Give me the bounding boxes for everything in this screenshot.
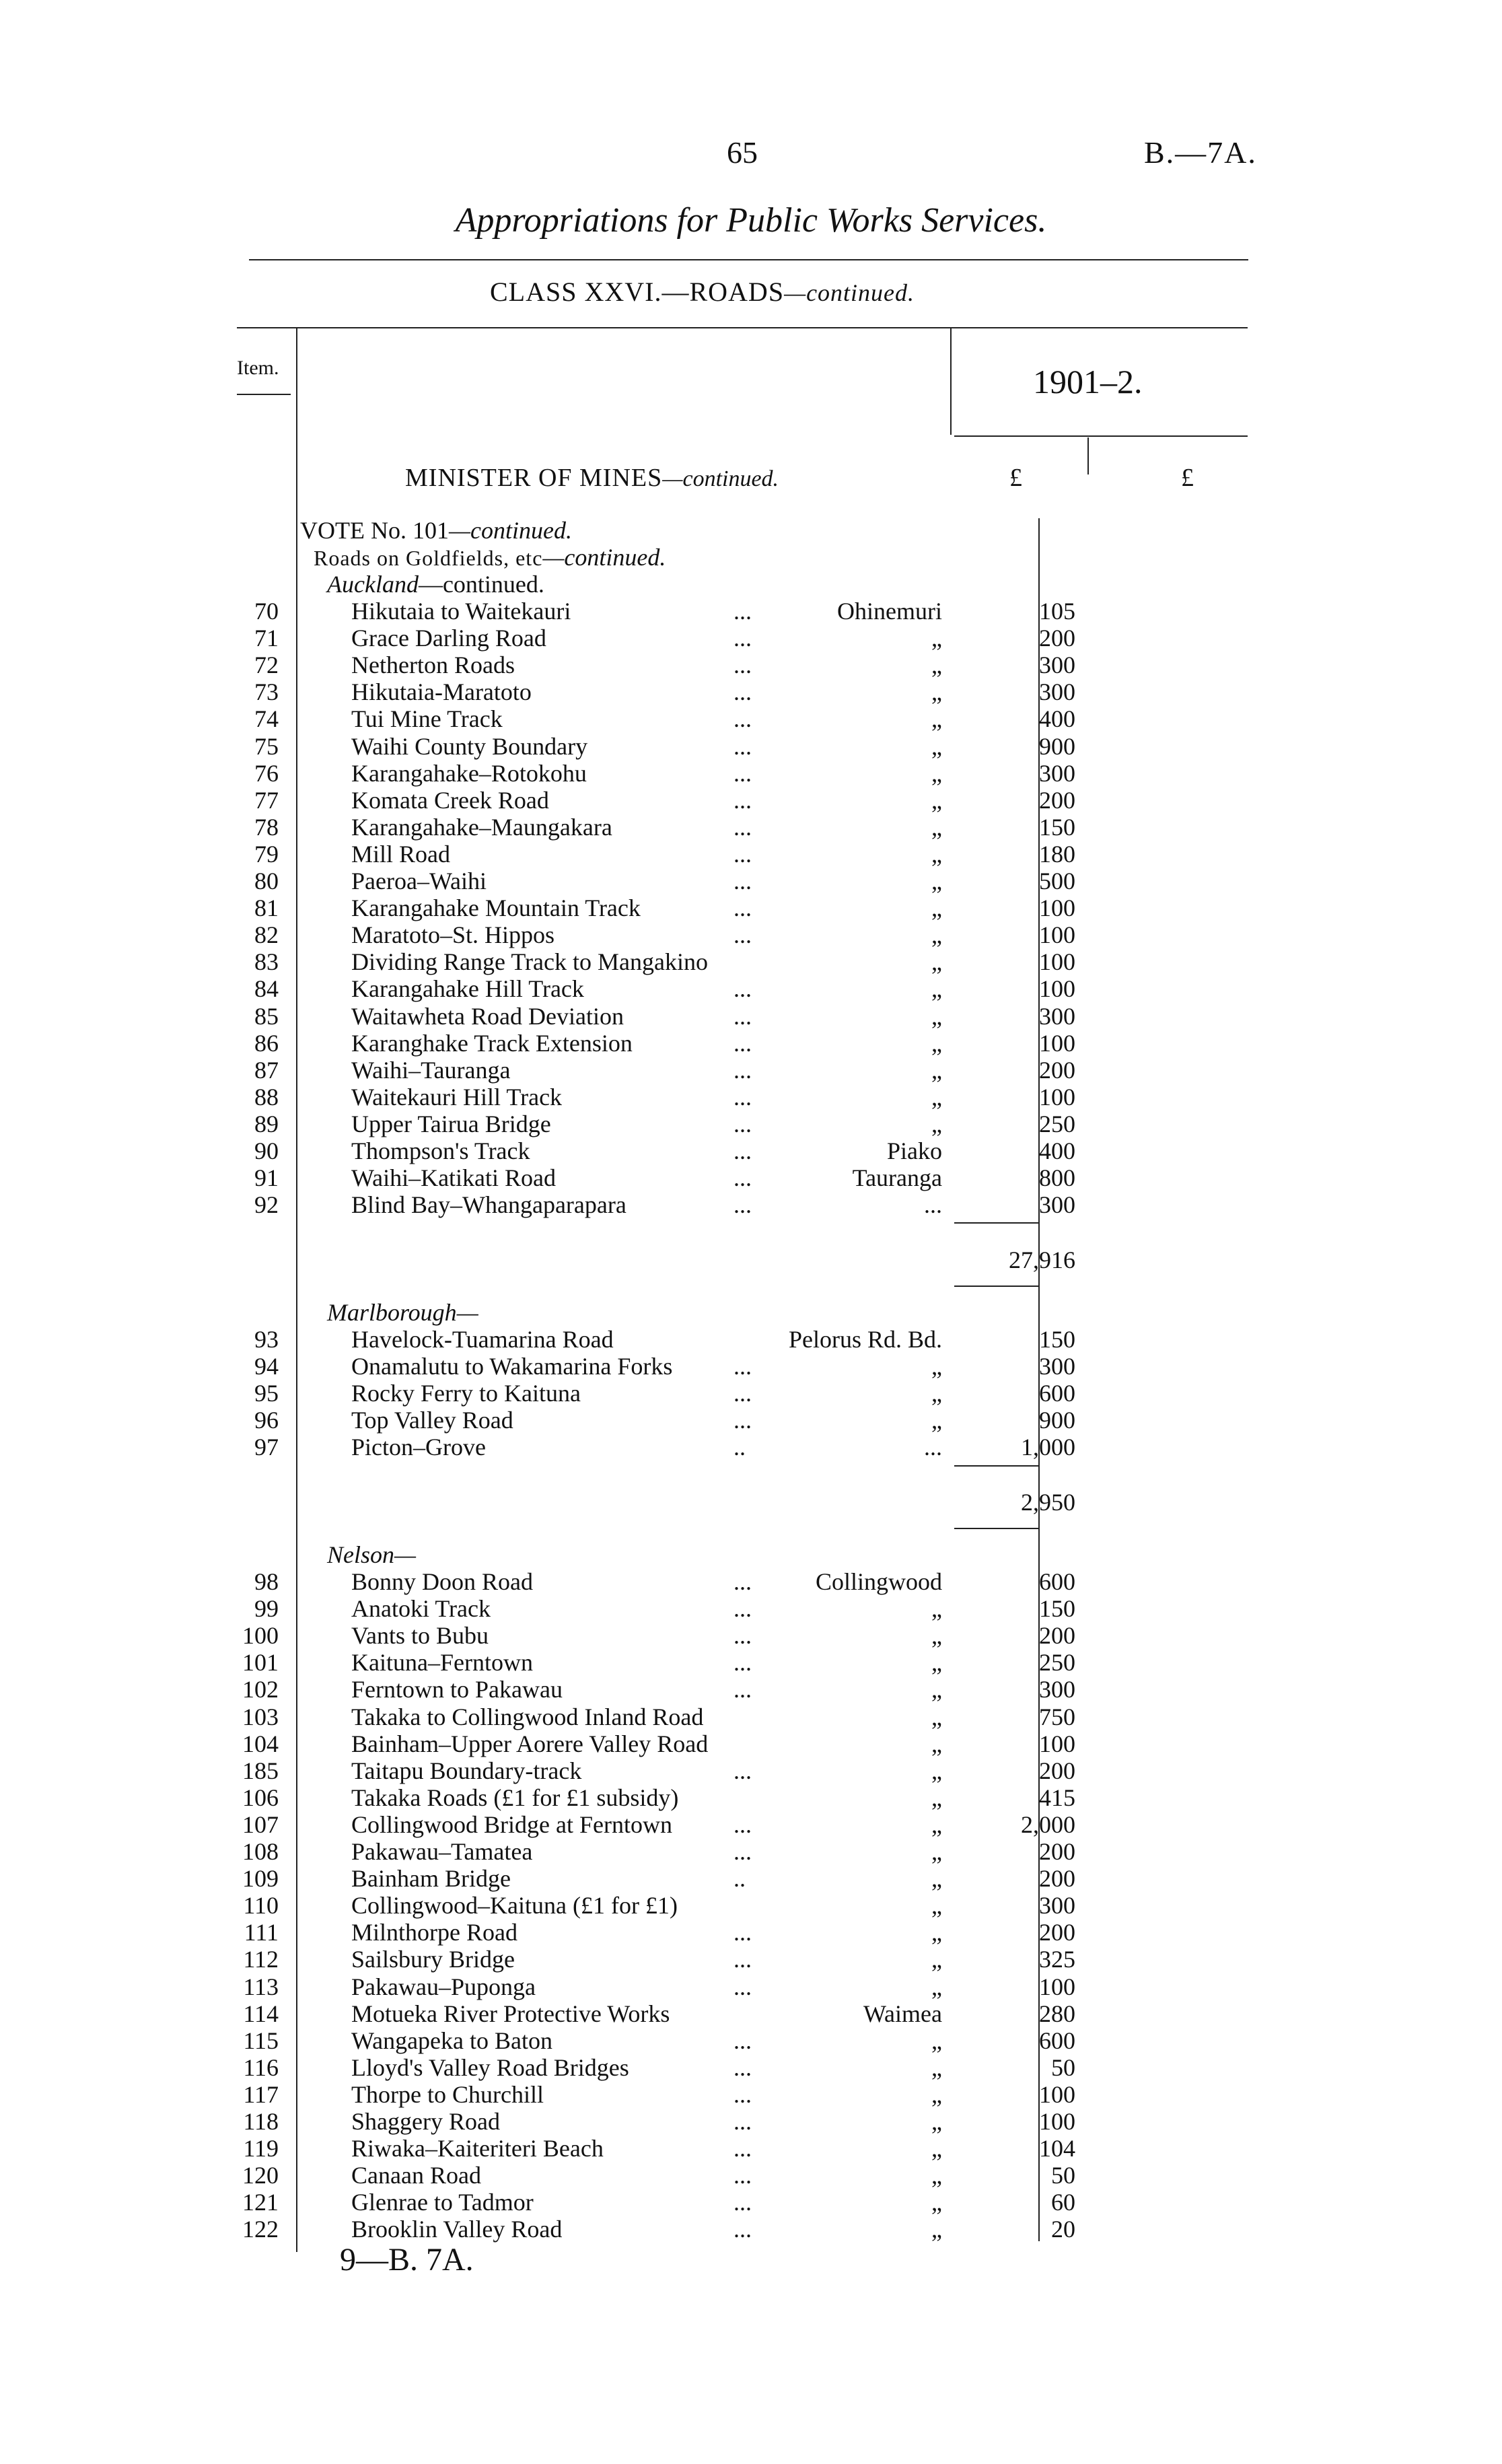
amount: 50 — [1051, 2162, 1075, 2189]
amount: 100 — [1039, 921, 1075, 949]
county-name: „ — [931, 678, 942, 706]
leader-dots: ... — [734, 813, 752, 841]
leader-dots: ... — [734, 2108, 752, 2135]
road-name: Hikutaia-Maratoto — [351, 678, 532, 706]
item-number: 75 — [254, 732, 279, 760]
item-number: 100 — [242, 1622, 279, 1650]
leader-dots: ... — [734, 652, 752, 679]
item-number: 90 — [254, 1137, 279, 1164]
county-name: „ — [931, 868, 942, 894]
item-number: 85 — [254, 1002, 279, 1030]
road-name: Hikutaia to Waitekauri — [351, 598, 571, 625]
county-name: „ — [931, 1676, 942, 1703]
class-heading: CLASS XXVI.—ROADS—continued. — [490, 277, 915, 307]
road-name: Tui Mine Track — [351, 705, 503, 733]
county-name: „ — [931, 2027, 942, 2054]
road-name: Vants to Bubu — [351, 1622, 489, 1650]
county-name: „ — [931, 732, 942, 760]
currency-symbol-1: £ — [1009, 464, 1022, 492]
road-name: Pakawau–Tamatea — [351, 1838, 533, 1865]
leader-dots: ... — [734, 598, 752, 625]
amount: 200 — [1039, 786, 1075, 814]
amount: 100 — [1039, 2080, 1075, 2108]
amount: 200 — [1039, 1919, 1075, 1946]
amount: 200 — [1039, 1757, 1075, 1784]
amount: 300 — [1039, 1353, 1075, 1380]
county-name: „ — [931, 2162, 942, 2189]
item-number: 115 — [243, 2027, 279, 2054]
leader-dots: ... — [734, 1757, 752, 1784]
county-name: Collingwood — [815, 1568, 942, 1595]
item-number: 89 — [254, 1110, 279, 1137]
amount: 150 — [1039, 813, 1075, 841]
leader-dots: ... — [734, 1002, 752, 1030]
section-heading-label: Auckland — [327, 571, 419, 598]
road-name: Canaan Road — [351, 2162, 481, 2189]
amount: 60 — [1051, 2189, 1075, 2216]
county-name: Waimea — [863, 2000, 942, 2027]
table-top-rule — [237, 327, 1248, 328]
county-name: „ — [931, 1110, 942, 1137]
amount: 100 — [1039, 975, 1075, 1003]
amount: 200 — [1039, 1838, 1075, 1865]
item-number: 104 — [242, 1730, 279, 1757]
leader-dots: ... — [734, 1164, 752, 1192]
leader-dots: ... — [734, 1810, 752, 1838]
county-name: „ — [931, 652, 942, 679]
item-number: 103 — [242, 1703, 279, 1730]
road-name: Milnthorpe Road — [351, 1919, 517, 1946]
year-header-rule — [954, 435, 1248, 437]
amount: 900 — [1039, 732, 1075, 760]
amount: 400 — [1039, 705, 1075, 733]
amount: 100 — [1039, 1973, 1075, 2000]
county-name: „ — [931, 1865, 942, 1893]
item-number: 93 — [254, 1326, 279, 1353]
amount: 800 — [1039, 1164, 1075, 1192]
item-number: 106 — [242, 1784, 279, 1811]
road-name: Waihi–Katikati Road — [351, 1164, 557, 1192]
section-total: 2,950 — [1021, 1489, 1075, 1516]
county-name: Pelorus Rd. Bd. — [788, 1326, 942, 1353]
leader-dots: ... — [734, 2135, 752, 2162]
road-name: Waitawheta Road Deviation — [351, 1002, 624, 1030]
item-number: 80 — [254, 868, 279, 894]
leader-dots: ... — [734, 705, 752, 733]
item-number: 74 — [254, 705, 279, 733]
amount: 2,000 — [1021, 1810, 1075, 1838]
county-name: „ — [931, 948, 942, 976]
county-name: „ — [931, 1838, 942, 1865]
leader-dots: ... — [734, 921, 752, 949]
amount: 200 — [1039, 1865, 1075, 1893]
leader-dots: ... — [734, 1946, 752, 1973]
document-code: B.—7A. — [1144, 135, 1257, 170]
item-number: 113 — [243, 1973, 279, 2000]
county-name: „ — [931, 1029, 942, 1057]
amount: 500 — [1039, 868, 1075, 894]
county-name: „ — [931, 1892, 942, 1920]
county-name: „ — [931, 759, 942, 787]
road-name: Grace Darling Road — [351, 625, 546, 652]
leader-dots: ... — [734, 2053, 752, 2081]
amount: 300 — [1039, 1002, 1075, 1030]
road-name: Thompson's Track — [351, 1137, 530, 1164]
road-name: Takaka Roads (£1 for £1 subsidy) — [351, 1784, 679, 1811]
leader-dots: ... — [734, 1137, 752, 1164]
leader-dots: ... — [734, 975, 752, 1003]
county-name: „ — [931, 1946, 942, 1973]
item-number: 73 — [254, 678, 279, 706]
year-column-divider-top — [950, 327, 952, 435]
leader-dots: ... — [734, 1353, 752, 1380]
road-name: Maratoto–St. Hippos — [351, 921, 555, 949]
county-name: Ohinemuri — [837, 598, 942, 625]
county-name: „ — [931, 1810, 942, 1838]
road-name: Sailsbury Bridge — [351, 1946, 515, 1973]
leader-dots: ... — [734, 894, 752, 922]
section-heading — [327, 571, 544, 598]
road-name: Rocky Ferry to Kaituna — [351, 1380, 581, 1407]
item-number: 117 — [243, 2080, 279, 2108]
amount: 300 — [1039, 678, 1075, 706]
leader-dots: ... — [734, 1056, 752, 1084]
county-name: „ — [931, 1703, 942, 1730]
leader-dots: ... — [734, 1595, 752, 1623]
road-name: Karangahake–Rotokohu — [351, 759, 587, 787]
section-heading — [327, 1299, 478, 1326]
item-number: 72 — [254, 652, 279, 679]
amount: 200 — [1039, 1622, 1075, 1650]
item-number: 116 — [243, 2053, 279, 2081]
page-title: Appropriations for Public Works Services. — [455, 201, 1047, 240]
road-name: Takaka to Collingwood Inland Road — [351, 1703, 704, 1730]
section-total: 27,916 — [1009, 1246, 1075, 1273]
subtotal-bottom-rule — [954, 1286, 1038, 1287]
road-name: Motueka River Protective Works — [351, 2000, 670, 2027]
leader-dots: ... — [734, 1083, 752, 1111]
county-name: „ — [931, 1353, 942, 1380]
item-number: 107 — [242, 1810, 279, 1838]
road-name: Collingwood–Kaituna (£1 for £1) — [351, 1892, 678, 1920]
amount: 100 — [1039, 2108, 1075, 2135]
item-header-rule — [237, 394, 291, 395]
amount: 200 — [1039, 625, 1075, 652]
amount: 325 — [1039, 1946, 1075, 1973]
item-number: 78 — [254, 813, 279, 841]
road-name: Waihi–Tauranga — [351, 1056, 511, 1084]
vote-subheading: Roads on Goldfields, etc—continued. — [314, 544, 666, 571]
amount: 20 — [1051, 2216, 1075, 2243]
leader-dots: ... — [734, 1029, 752, 1057]
county-name: „ — [931, 2053, 942, 2081]
leader-dots: ... — [734, 1110, 752, 1137]
county-name: „ — [931, 1056, 942, 1084]
amount: 105 — [1039, 598, 1075, 625]
leader-dots: ... — [734, 2162, 752, 2189]
road-name: Blind Bay–Whangaparapara — [351, 1191, 627, 1219]
section-heading-suffix: —continued. — [418, 571, 544, 598]
subtotal-bottom-rule — [954, 1528, 1038, 1529]
vote-heading: VOTE No. 101—continued. — [300, 517, 572, 544]
county-name: Tauranga — [852, 1164, 942, 1192]
item-number: 109 — [242, 1865, 279, 1893]
currency-divider — [1087, 437, 1089, 474]
road-name: Waitekauri Hill Track — [351, 1083, 563, 1111]
road-name: Riwaka–Kaiteriteri Beach — [351, 2135, 604, 2162]
leader-dots: ... — [734, 1676, 752, 1703]
leader-dots: ... — [734, 1649, 752, 1677]
item-number: 84 — [254, 975, 279, 1003]
county-name: Piako — [886, 1137, 942, 1164]
road-name: Waihi County Boundary — [351, 732, 588, 760]
amount: 100 — [1039, 948, 1075, 976]
amount: 400 — [1039, 1137, 1075, 1164]
county-name: „ — [931, 840, 942, 868]
leader-dots: ... — [734, 1973, 752, 2000]
currency-symbol-2: £ — [1181, 464, 1194, 492]
amount: 50 — [1051, 2053, 1075, 2081]
leader-dots: .. — [734, 1865, 746, 1893]
item-number: 79 — [254, 840, 279, 868]
county-name: „ — [931, 1622, 942, 1650]
leader-dots: ... — [734, 2189, 752, 2216]
item-number: 122 — [242, 2216, 279, 2243]
county-name: „ — [931, 2080, 942, 2108]
leader-dots: ... — [734, 1919, 752, 1946]
amount: 1,000 — [1021, 1434, 1075, 1461]
county-name: „ — [931, 1083, 942, 1111]
county-name: „ — [931, 1380, 942, 1407]
amount: 100 — [1039, 1029, 1075, 1057]
item-number: 82 — [254, 921, 279, 949]
amount: 415 — [1039, 1784, 1075, 1811]
amount: 250 — [1039, 1649, 1075, 1677]
leader-dots: .. — [734, 1434, 746, 1461]
road-name: Paeroa–Waihi — [351, 868, 487, 894]
leader-dots: ... — [734, 678, 752, 706]
road-name: Karangahake Hill Track — [351, 975, 584, 1003]
county-name: „ — [931, 2189, 942, 2216]
item-number: 97 — [254, 1434, 279, 1461]
leader-dots: ... — [734, 759, 752, 787]
item-number: 96 — [254, 1407, 279, 1434]
county-name: „ — [931, 813, 942, 841]
leader-dots: ... — [734, 1838, 752, 1865]
leader-dots: ... — [734, 732, 752, 760]
road-name: Karanghake Track Extension — [351, 1029, 633, 1057]
road-name: Komata Creek Road — [351, 786, 549, 814]
amount: 600 — [1039, 2027, 1075, 2054]
amount: 300 — [1039, 652, 1075, 679]
amount: 900 — [1039, 1407, 1075, 1434]
item-number: 114 — [243, 2000, 279, 2027]
leader-dots: ... — [734, 840, 752, 868]
item-number: 81 — [254, 894, 279, 922]
item-number: 120 — [242, 2162, 279, 2189]
road-name: Bainham–Upper Aorere Valley Road — [351, 1730, 709, 1757]
amount: 750 — [1039, 1703, 1075, 1730]
county-name: „ — [931, 1730, 942, 1757]
county-name: „ — [931, 975, 942, 1003]
county-name: „ — [931, 786, 942, 814]
section-heading-label: Nelson — [327, 1541, 395, 1568]
county-name: „ — [931, 921, 942, 949]
road-name: Mill Road — [351, 840, 451, 868]
leader-dots: ... — [734, 1380, 752, 1407]
item-number: 102 — [242, 1676, 279, 1703]
road-name: Anatoki Track — [351, 1595, 491, 1623]
road-name: Kaituna–Ferntown — [351, 1649, 533, 1677]
amount: 300 — [1039, 1892, 1075, 1920]
section-heading — [327, 1541, 416, 1568]
county-name: ... — [924, 1191, 942, 1219]
item-number: 110 — [243, 1892, 279, 1920]
county-name: „ — [931, 1649, 942, 1677]
county-name: „ — [931, 1595, 942, 1623]
amount: 100 — [1039, 1083, 1075, 1111]
item-number: 111 — [244, 1919, 279, 1946]
amount: 280 — [1039, 2000, 1075, 2027]
amount: 250 — [1039, 1110, 1075, 1137]
item-number: 119 — [243, 2135, 279, 2162]
county-name: „ — [931, 1757, 942, 1784]
amount: 600 — [1039, 1568, 1075, 1595]
road-name: Top Valley Road — [351, 1407, 513, 1434]
road-name: Netherton Roads — [351, 652, 515, 679]
leader-dots: ... — [734, 786, 752, 814]
county-name: „ — [931, 1002, 942, 1030]
item-number: 76 — [254, 759, 279, 787]
road-name: Havelock-Tuamarina Road — [351, 1326, 614, 1353]
road-name: Glenrae to Tadmor — [351, 2189, 534, 2216]
leader-dots: ... — [734, 2027, 752, 2054]
county-name: „ — [931, 2108, 942, 2135]
item-number: 83 — [254, 948, 279, 976]
road-name: Dividing Range Track to Mangakino — [351, 948, 708, 976]
county-name: „ — [931, 2135, 942, 2162]
item-column-divider — [296, 327, 297, 2252]
item-number: 87 — [254, 1056, 279, 1084]
item-number: 185 — [242, 1757, 279, 1784]
leader-dots: ... — [734, 625, 752, 652]
amount: 150 — [1039, 1595, 1075, 1623]
county-name: „ — [931, 1919, 942, 1946]
page-footer-signature: 9—B. 7A. — [340, 2242, 474, 2278]
leader-dots: ... — [734, 2216, 752, 2243]
road-name: Bainham Bridge — [351, 1865, 511, 1893]
amount: 300 — [1039, 759, 1075, 787]
item-number: 121 — [242, 2189, 279, 2216]
road-name: Picton–Grove — [351, 1434, 486, 1461]
road-name: Collingwood Bridge at Ferntown — [351, 1810, 672, 1838]
year-column-header: 1901–2. — [1033, 363, 1143, 400]
road-name: Karangahake Mountain Track — [351, 894, 641, 922]
county-name: ... — [924, 1434, 942, 1461]
county-name: „ — [931, 1973, 942, 2000]
county-name: „ — [931, 705, 942, 733]
item-number: 86 — [254, 1029, 279, 1057]
leader-dots: ... — [734, 1407, 752, 1434]
amount: 200 — [1039, 1056, 1075, 1084]
item-number: 101 — [242, 1649, 279, 1677]
county-name: „ — [931, 894, 942, 922]
county-name: „ — [931, 1407, 942, 1434]
road-name: Ferntown to Pakawau — [351, 1676, 563, 1703]
item-number: 112 — [243, 1946, 279, 1973]
road-name: Taitapu Boundary-track — [351, 1757, 582, 1784]
leader-dots: ... — [734, 1191, 752, 1219]
road-name: Bonny Doon Road — [351, 1568, 533, 1595]
subtotal-rule — [954, 1222, 1038, 1224]
item-number: 92 — [254, 1191, 279, 1219]
leader-dots: ... — [734, 2080, 752, 2108]
amount: 104 — [1039, 2135, 1075, 2162]
item-number: 91 — [254, 1164, 279, 1192]
amount: 600 — [1039, 1380, 1075, 1407]
road-name: Karangahake–Maungakara — [351, 813, 612, 841]
road-name: Thorpe to Churchill — [351, 2080, 544, 2108]
item-number: 77 — [254, 786, 279, 814]
county-name: „ — [931, 625, 942, 652]
item-number: 98 — [254, 1568, 279, 1595]
road-name: Pakawau–Puponga — [351, 1973, 536, 2000]
title-rule — [249, 259, 1248, 260]
road-name: Brooklin Valley Road — [351, 2216, 563, 2243]
amount: 300 — [1039, 1676, 1075, 1703]
section-heading-label: Marlborough — [327, 1299, 457, 1326]
amount: 100 — [1039, 1730, 1075, 1757]
road-name: Wangapeka to Baton — [351, 2027, 553, 2054]
page-number: 65 — [727, 135, 758, 170]
item-number: 95 — [254, 1380, 279, 1407]
road-name: Lloyd's Valley Road Bridges — [351, 2053, 629, 2081]
item-number: 71 — [254, 625, 279, 652]
subtotal-rule — [954, 1465, 1038, 1467]
leader-dots: ... — [734, 1568, 752, 1595]
amount: 180 — [1039, 840, 1075, 868]
item-number: 94 — [254, 1353, 279, 1380]
item-number: 70 — [254, 598, 279, 625]
item-number: 118 — [243, 2108, 279, 2135]
leader-dots: ... — [734, 1622, 752, 1650]
county-name: „ — [931, 1784, 942, 1811]
road-name: Upper Tairua Bridge — [351, 1110, 551, 1137]
section-heading-suffix: — — [394, 1541, 417, 1568]
amount: 100 — [1039, 894, 1075, 922]
item-column-header: Item. — [237, 357, 279, 379]
amount: 150 — [1039, 1326, 1075, 1353]
item-number: 88 — [254, 1083, 279, 1111]
item-number: 99 — [254, 1595, 279, 1623]
item-number: 108 — [242, 1838, 279, 1865]
road-name: Onamalutu to Wakamarina Forks — [351, 1353, 673, 1380]
amount: 300 — [1039, 1191, 1075, 1219]
road-name: Shaggery Road — [351, 2108, 500, 2135]
leader-dots: ... — [734, 868, 752, 894]
minister-heading: MINISTER OF MINES—continued. — [405, 464, 779, 492]
section-heading-suffix: — — [456, 1299, 478, 1326]
county-name: „ — [931, 2216, 942, 2243]
